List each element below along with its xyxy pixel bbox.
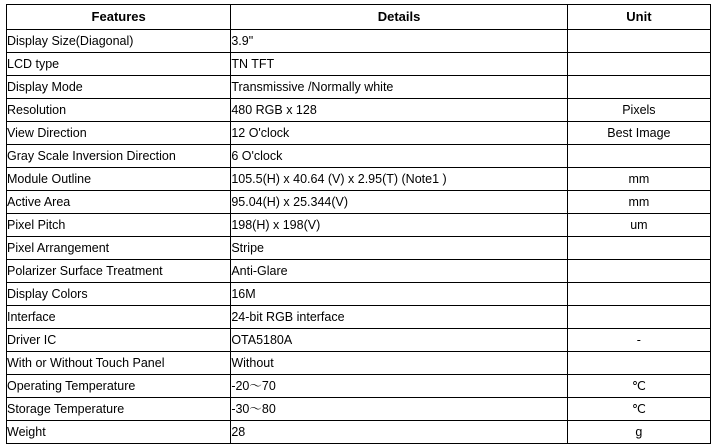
cell-feature: Display Size(Diagonal) bbox=[7, 30, 231, 53]
cell-feature: Display Mode bbox=[7, 76, 231, 99]
cell-unit bbox=[567, 260, 710, 283]
cell-feature: Module Outline bbox=[7, 168, 231, 191]
cell-unit: mm bbox=[567, 168, 710, 191]
table-row bbox=[7, 352, 711, 375]
cell-details: OTA5180A bbox=[231, 329, 567, 352]
cell-unit: um bbox=[567, 214, 710, 237]
cell-details: 198(H) x 198(V) bbox=[231, 214, 567, 237]
cell-details: Transmissive /Normally white bbox=[231, 76, 567, 99]
cell-unit: mm bbox=[567, 191, 710, 214]
cell-unit bbox=[567, 30, 710, 53]
cell-details: 95.04(H) x 25.344(V) bbox=[231, 191, 567, 214]
cell-unit bbox=[567, 76, 710, 99]
cell-details: -30～80 bbox=[231, 398, 567, 421]
cell-feature: Resolution bbox=[7, 99, 231, 122]
cell-details: -20～70 bbox=[231, 375, 567, 398]
table-row bbox=[7, 191, 711, 214]
cell-details: Stripe bbox=[231, 237, 567, 260]
table-row bbox=[7, 306, 711, 329]
cell-feature: Gray Scale Inversion Direction bbox=[7, 145, 231, 168]
cell-feature: Driver IC bbox=[7, 329, 231, 352]
table-row bbox=[7, 375, 711, 398]
cell-unit bbox=[567, 306, 710, 329]
table-row bbox=[7, 237, 711, 260]
cell-feature: Polarizer Surface Treatment bbox=[7, 260, 231, 283]
cell-details: 105.5(H) x 40.64 (V) x 2.95(T) (Note1 ) bbox=[231, 168, 567, 191]
cell-unit: ℃ bbox=[567, 398, 710, 421]
cell-feature: Interface bbox=[7, 306, 231, 329]
cell-details: 12 O'clock bbox=[231, 122, 567, 145]
table-row bbox=[7, 53, 711, 76]
table-header bbox=[7, 5, 711, 30]
cell-unit: ℃ bbox=[567, 375, 710, 398]
cell-feature: View Direction bbox=[7, 122, 231, 145]
cell-details: Without bbox=[231, 352, 567, 375]
table-row bbox=[7, 76, 711, 99]
table-row bbox=[7, 398, 711, 421]
cell-details: 16M bbox=[231, 283, 567, 306]
table-header-row bbox=[7, 5, 711, 30]
column-header-details: Details bbox=[231, 5, 567, 30]
cell-feature: Active Area bbox=[7, 191, 231, 214]
specification-sheet bbox=[0, 4, 717, 445]
cell-details: 28 bbox=[231, 421, 567, 444]
cell-unit: Pixels bbox=[567, 99, 710, 122]
cell-details: TN TFT bbox=[231, 53, 567, 76]
column-header-features: Features bbox=[7, 5, 231, 30]
table-row bbox=[7, 329, 711, 352]
column-header-unit: Unit bbox=[567, 5, 710, 30]
table-body bbox=[7, 30, 711, 444]
table-row bbox=[7, 99, 711, 122]
table-row bbox=[7, 122, 711, 145]
table-row bbox=[7, 30, 711, 53]
cell-details: Anti-Glare bbox=[231, 260, 567, 283]
cell-unit: Best Image bbox=[567, 122, 710, 145]
cell-feature: With or Without Touch Panel bbox=[7, 352, 231, 375]
table-row bbox=[7, 421, 711, 444]
cell-unit bbox=[567, 237, 710, 260]
cell-feature: LCD type bbox=[7, 53, 231, 76]
cell-unit bbox=[567, 352, 710, 375]
cell-feature: Pixel Arrangement bbox=[7, 237, 231, 260]
cell-details: 480 RGB x 128 bbox=[231, 99, 567, 122]
cell-feature: Operating Temperature bbox=[7, 375, 231, 398]
cell-details: 6 O'clock bbox=[231, 145, 567, 168]
table-row bbox=[7, 168, 711, 191]
table-row bbox=[7, 260, 711, 283]
cell-unit bbox=[567, 145, 710, 168]
table-row bbox=[7, 145, 711, 168]
cell-unit: - bbox=[567, 329, 710, 352]
cell-unit bbox=[567, 283, 710, 306]
cell-feature: Storage Temperature bbox=[7, 398, 231, 421]
cell-feature: Pixel Pitch bbox=[7, 214, 231, 237]
cell-unit: g bbox=[567, 421, 710, 444]
cell-unit bbox=[567, 53, 710, 76]
cell-feature: Weight bbox=[7, 421, 231, 444]
cell-feature: Display Colors bbox=[7, 283, 231, 306]
table-row bbox=[7, 283, 711, 306]
specification-table bbox=[6, 4, 711, 444]
cell-details: 3.9" bbox=[231, 30, 567, 53]
cell-details: 24-bit RGB interface bbox=[231, 306, 567, 329]
table-row bbox=[7, 214, 711, 237]
